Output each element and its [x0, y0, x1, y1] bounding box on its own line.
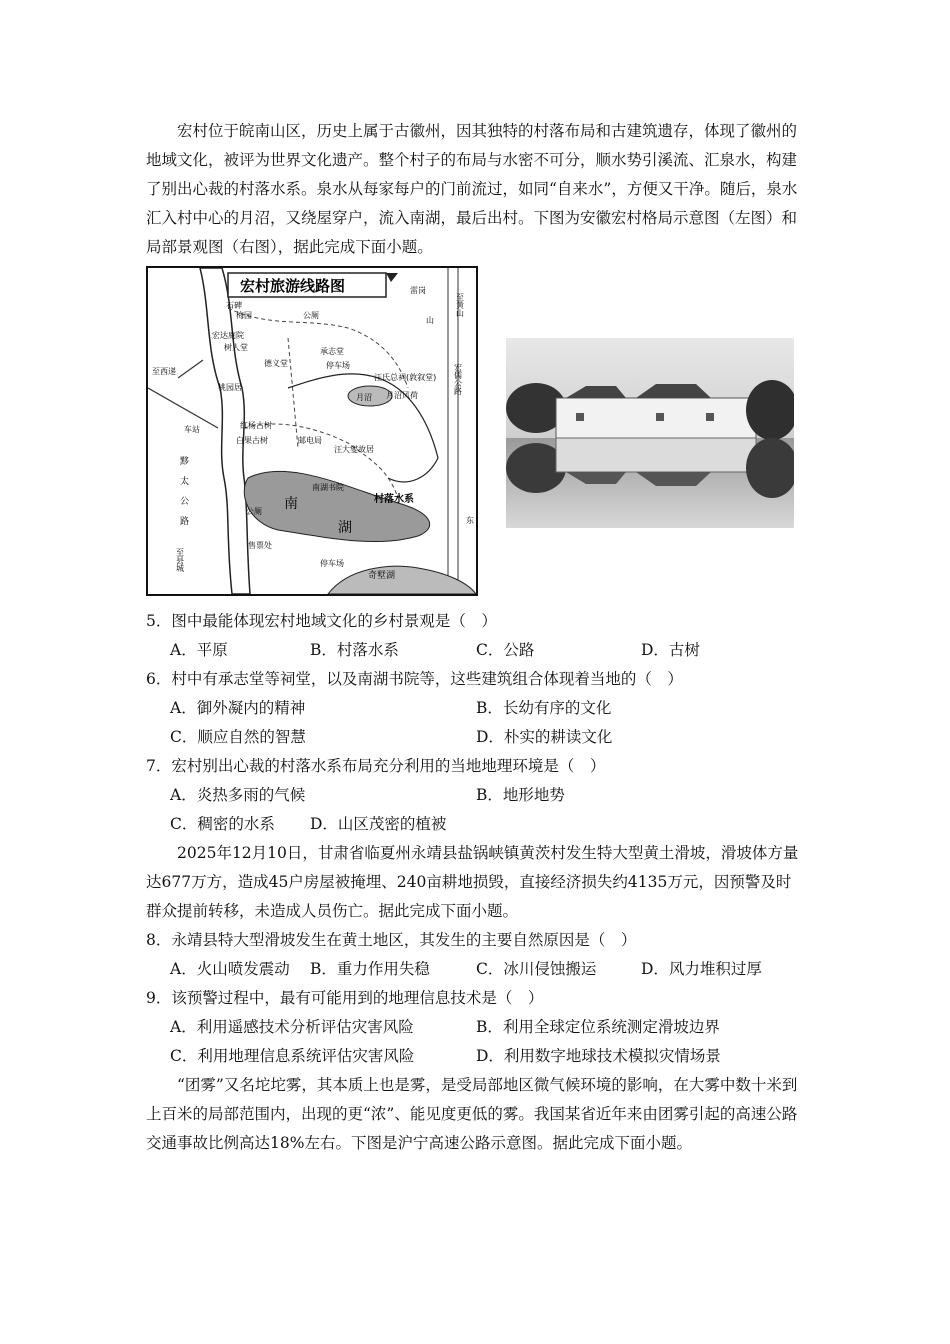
q6-option-b[interactable]: B．长幼有序的文化: [476, 699, 612, 717]
question-7-stem: 7．宏村别出心裁的村落水系布局充分利用的当地地理环境是（ ）: [146, 757, 606, 775]
q6-option-c[interactable]: C．顺应自然的智慧: [170, 728, 306, 746]
label-zhi-xiancheng: 至县城: [175, 548, 185, 572]
label-village-water: 村落水系: [374, 494, 414, 505]
label-meiyuan: 梅园: [236, 311, 252, 320]
q5-option-a[interactable]: A．平原: [170, 641, 228, 659]
q5-option-b[interactable]: B．村落水系: [310, 641, 399, 659]
q6-option-a[interactable]: A．御外凝内的精神: [170, 699, 306, 717]
q9-option-d[interactable]: D．利用数字地球技术模拟灾情场景: [476, 1047, 721, 1065]
q8-option-c[interactable]: C．冰川侵蚀搬运: [476, 960, 597, 978]
label-lu: 路: [180, 517, 190, 527]
label-parking1: 停车场: [326, 361, 350, 370]
q9-option-b[interactable]: B．利用全球定位系统测定滑坡边界: [476, 1018, 720, 1036]
q7-option-b[interactable]: B．地形地势: [476, 786, 565, 804]
label-station: 车站: [184, 425, 200, 434]
label-zhi-xidi: 至西递: [152, 367, 176, 376]
label-hongru-road: 宏儒公路: [453, 363, 463, 395]
q8-option-d[interactable]: D．风力堆积过厚: [641, 960, 762, 978]
label-dong: 东: [466, 516, 474, 525]
hongcun-landscape-photo: [506, 338, 794, 528]
label-gongce2: 公厕: [246, 507, 262, 516]
label-qishu-lake: 奇墅湖: [368, 571, 396, 581]
passage-landslide: 2025年12月10日，甘肃省临夏州永靖县盐锅峡镇黄茨村发生特大型黄土滑坡，滑坡体方量达677万方，造成45户房屋被掩埋、240亩耕地损毁，直接经济损失约4135万元，因预警及时群众提前转移，未造成人员伤亡。据此完成下面小题。: [146, 844, 799, 920]
label-gongce1: 公厕: [303, 311, 319, 320]
q8-option-a[interactable]: A．火山喷发震动: [170, 960, 290, 978]
q5-option-d[interactable]: D．古树: [641, 641, 700, 659]
label-gong: 公: [180, 497, 190, 507]
q8-option-b[interactable]: B．重力作用失稳: [310, 960, 430, 978]
label-hongda: 宏达庭院: [212, 331, 244, 340]
label-post-office: 邮电局: [298, 436, 322, 445]
label-leigang: 雷岗: [410, 286, 426, 295]
label-ticket: 售票处: [248, 541, 272, 550]
q9-option-a[interactable]: A．利用遥感技术分析评估灾害风险: [170, 1018, 414, 1036]
q5-option-c[interactable]: C．公路: [476, 641, 535, 659]
question-9-stem: 9．该预警过程中，最有可能用到的地理信息技术是（ ）: [146, 989, 544, 1007]
label-shurentang: 树人堂: [224, 343, 248, 352]
label-shan: 山: [426, 316, 434, 325]
label-wangdaxie: 汪大燮故居: [334, 445, 374, 454]
q6-option-d[interactable]: D．朴实的耕读文化: [476, 728, 613, 746]
label-shibei: 石碑: [226, 301, 242, 310]
q7-option-d[interactable]: D．山区茂密的植被: [310, 815, 447, 833]
label-zhi-huang: 至黄山: [455, 293, 465, 317]
hongcun-route-map: [146, 266, 478, 596]
label-nan: 南: [284, 496, 298, 512]
q9-option-c[interactable]: C．利用地理信息系统评估灾害风险: [170, 1047, 415, 1065]
label-yi: 黟: [180, 457, 190, 467]
label-baiguo-tree: 白果古树: [236, 436, 268, 445]
q7-option-c[interactable]: C．稠密的水系: [170, 815, 275, 833]
passage-hongcun: 宏村位于皖南山区，历史上属于古徽州，因其独特的村落布局和古建筑遗存，体现了徽州的地域文化，被评为世界文化遗产。整个村子的布局与水密不可分，顺水势引溪流、汇泉水，构建了别出心裁的村落水系。泉水从每家每户的门前流过，如同“自来水”，方便又干净。随后，泉水汇入村中心的月沼，又绕屋穿户，流入南湖，最后出村。下图为安徽宏村格局示意图（左图）和局部景观图（右图），据此完成下面小题。: [146, 122, 798, 256]
question-5-stem: 5．图中最能体现宏村地域文化的乡村景观是（ ）: [146, 612, 497, 630]
label-taoyuanju: 桃园居: [218, 383, 242, 392]
label-hongyang-tree: 红杨古树: [240, 421, 272, 430]
q7-option-a[interactable]: A．炎热多雨的气候: [170, 786, 306, 804]
label-tai: 太: [180, 477, 190, 487]
question-8-stem: 8．永靖县特大型滑坡发生在黄土地区，其发生的主要自然原因是（ ）: [146, 931, 637, 949]
label-nanhu-academy: 南湖书院: [312, 483, 344, 492]
label-parking2: 停车场: [320, 559, 344, 568]
label-yuezhao-fenghe: 月沼风荷: [386, 391, 418, 400]
map-title: 宏村旅游线路图: [240, 277, 346, 295]
question-6-stem: 6．村中有承志堂等祠堂，以及南湖书院等，这些建筑组合体现着当地的（ ）: [146, 670, 683, 688]
label-chengzhitang: 承志堂: [320, 347, 344, 356]
label-wangshi: 汪氏总祠(敦叙堂): [374, 373, 437, 382]
label-hu: 湖: [338, 520, 352, 536]
label-yuezhao: 月沼: [356, 393, 372, 402]
label-deyitang: 德义堂: [264, 359, 288, 368]
passage-fog: “团雾”又名坨坨雾，其本质上也是雾，是受局部地区微气候环境的影响，在大雾中数十米到上百米的局部范围内，出现的更“浓”、能见度更低的雾。我国某省近年来由团雾引起的高速公路交通事故比例高达18%左右。下图是沪宁高速公路示意图。据此完成下面小题。: [146, 1076, 798, 1152]
